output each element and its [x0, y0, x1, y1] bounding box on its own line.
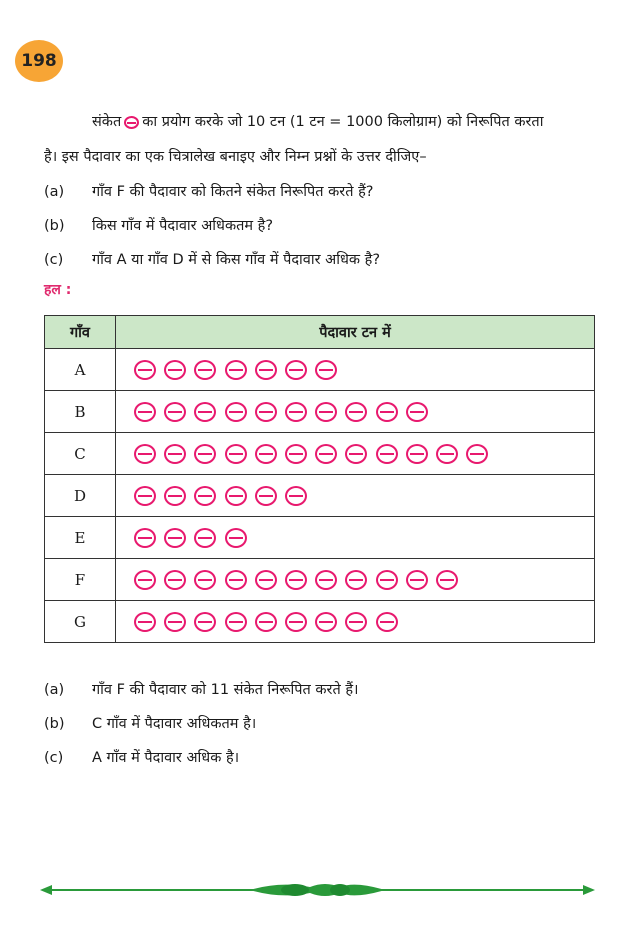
symbol-cell	[116, 517, 595, 559]
intro-text-after-symbol: का प्रयोग करके जो 10 टन (1 टन = 1000 किलोग्राम) को निरूपित करता	[142, 114, 544, 130]
crossed-circle-icon	[134, 402, 156, 422]
table-row	[45, 475, 595, 517]
answer-label: (c)	[44, 750, 64, 766]
crossed-circle-icon	[194, 360, 216, 380]
crossed-circle-icon	[345, 570, 367, 590]
crossed-circle-icon	[315, 570, 337, 590]
crossed-circle-icon	[124, 116, 139, 129]
crossed-circle-icon	[255, 612, 277, 632]
crossed-circle-icon	[134, 528, 156, 548]
table-row	[45, 349, 595, 391]
crossed-circle-icon	[255, 486, 277, 506]
question-label: (a)	[44, 184, 65, 200]
crossed-circle-icon	[164, 528, 186, 548]
page-number-badge	[15, 40, 63, 82]
answer-text: C गाँव में पैदावार अधिकतम है।	[92, 716, 257, 732]
answer-b	[44, 713, 256, 733]
crossed-circle-icon	[285, 486, 307, 506]
intro-text-before-symbol: संकेत	[92, 114, 122, 130]
crossed-circle-icon	[255, 444, 277, 464]
solution-label: हल :	[44, 282, 72, 298]
crossed-circle-icon	[164, 570, 186, 590]
question-c	[44, 249, 380, 269]
crossed-circle-icon	[436, 444, 458, 464]
crossed-circle-icon	[225, 570, 247, 590]
crossed-circle-icon	[225, 444, 247, 464]
crossed-circle-icon	[255, 570, 277, 590]
village-label: E	[45, 517, 116, 559]
decorative-divider-icon	[40, 878, 595, 902]
crossed-circle-icon	[315, 360, 337, 380]
question-label: (c)	[44, 252, 64, 268]
question-b	[44, 215, 273, 235]
question-text: किस गाँव में पैदावार अधिकतम है?	[92, 218, 274, 234]
crossed-circle-icon	[376, 402, 398, 422]
crossed-circle-icon	[285, 360, 307, 380]
crossed-circle-icon	[466, 444, 488, 464]
table-row	[45, 391, 595, 433]
crossed-circle-icon	[376, 444, 398, 464]
crossed-circle-icon	[164, 486, 186, 506]
pictograph-body	[45, 349, 595, 643]
crossed-circle-icon	[225, 528, 247, 548]
crossed-circle-icon	[164, 360, 186, 380]
symbol-cell	[116, 559, 595, 601]
header-village: गाँव	[45, 316, 116, 349]
village-label: D	[45, 475, 116, 517]
symbol-cell	[116, 433, 595, 475]
crossed-circle-icon	[164, 402, 186, 422]
answer-a	[44, 679, 359, 699]
crossed-circle-icon	[194, 486, 216, 506]
table-row	[45, 601, 595, 643]
crossed-circle-icon	[134, 570, 156, 590]
symbol-cell	[116, 601, 595, 643]
village-label: B	[45, 391, 116, 433]
village-label: F	[45, 559, 116, 601]
crossed-circle-icon	[255, 360, 277, 380]
crossed-circle-icon	[406, 570, 428, 590]
crossed-circle-icon	[285, 570, 307, 590]
answer-text: A गाँव में पैदावार अधिक है।	[92, 750, 240, 766]
intro-line-1	[92, 112, 543, 132]
crossed-circle-icon	[194, 570, 216, 590]
symbol-cell	[116, 349, 595, 391]
village-label: C	[45, 433, 116, 475]
table-header-row	[45, 316, 595, 349]
intro-line-2: है। इस पैदावार का एक चित्रालेख बनाइए और निम्न प्रश्नों के उत्तर दीजिए–	[44, 149, 427, 165]
pictograph-table	[44, 315, 595, 643]
question-a	[44, 181, 373, 201]
crossed-circle-icon	[255, 402, 277, 422]
crossed-circle-icon	[225, 402, 247, 422]
crossed-circle-icon	[376, 570, 398, 590]
table-row	[45, 559, 595, 601]
header-production: पैदावार टन में	[116, 316, 595, 349]
village-label: G	[45, 601, 116, 643]
crossed-circle-icon	[315, 444, 337, 464]
table-row	[45, 433, 595, 475]
answer-label: (b)	[44, 716, 65, 732]
question-text: गाँव F की पैदावार को कितने संकेत निरूपित करते हैं?	[92, 184, 374, 200]
crossed-circle-icon	[134, 444, 156, 464]
crossed-circle-icon	[225, 360, 247, 380]
village-label: A	[45, 349, 116, 391]
crossed-circle-icon	[194, 528, 216, 548]
crossed-circle-icon	[285, 612, 307, 632]
crossed-circle-icon	[134, 360, 156, 380]
crossed-circle-icon	[194, 612, 216, 632]
crossed-circle-icon	[315, 612, 337, 632]
crossed-circle-icon	[134, 486, 156, 506]
crossed-circle-icon	[406, 402, 428, 422]
symbol-cell	[116, 475, 595, 517]
crossed-circle-icon	[164, 444, 186, 464]
crossed-circle-icon	[164, 612, 186, 632]
answer-label: (a)	[44, 682, 65, 698]
crossed-circle-icon	[376, 612, 398, 632]
question-label: (b)	[44, 218, 65, 234]
crossed-circle-icon	[345, 612, 367, 632]
crossed-circle-icon	[345, 444, 367, 464]
crossed-circle-icon	[225, 486, 247, 506]
answer-c	[44, 747, 239, 767]
answer-text: गाँव F की पैदावार को 11 संकेत निरूपित करते हैं।	[92, 682, 359, 698]
crossed-circle-icon	[285, 402, 307, 422]
crossed-circle-icon	[134, 612, 156, 632]
page-number: 198	[21, 51, 57, 71]
crossed-circle-icon	[194, 402, 216, 422]
crossed-circle-icon	[315, 402, 337, 422]
crossed-circle-icon	[225, 612, 247, 632]
symbol-cell	[116, 391, 595, 433]
question-text: गाँव A या गाँव D में से किस गाँव में पैदावार अधिक है?	[92, 252, 381, 268]
crossed-circle-icon	[345, 402, 367, 422]
crossed-circle-icon	[194, 444, 216, 464]
crossed-circle-icon	[285, 444, 307, 464]
table-row	[45, 517, 595, 559]
crossed-circle-icon	[406, 444, 428, 464]
crossed-circle-icon	[436, 570, 458, 590]
